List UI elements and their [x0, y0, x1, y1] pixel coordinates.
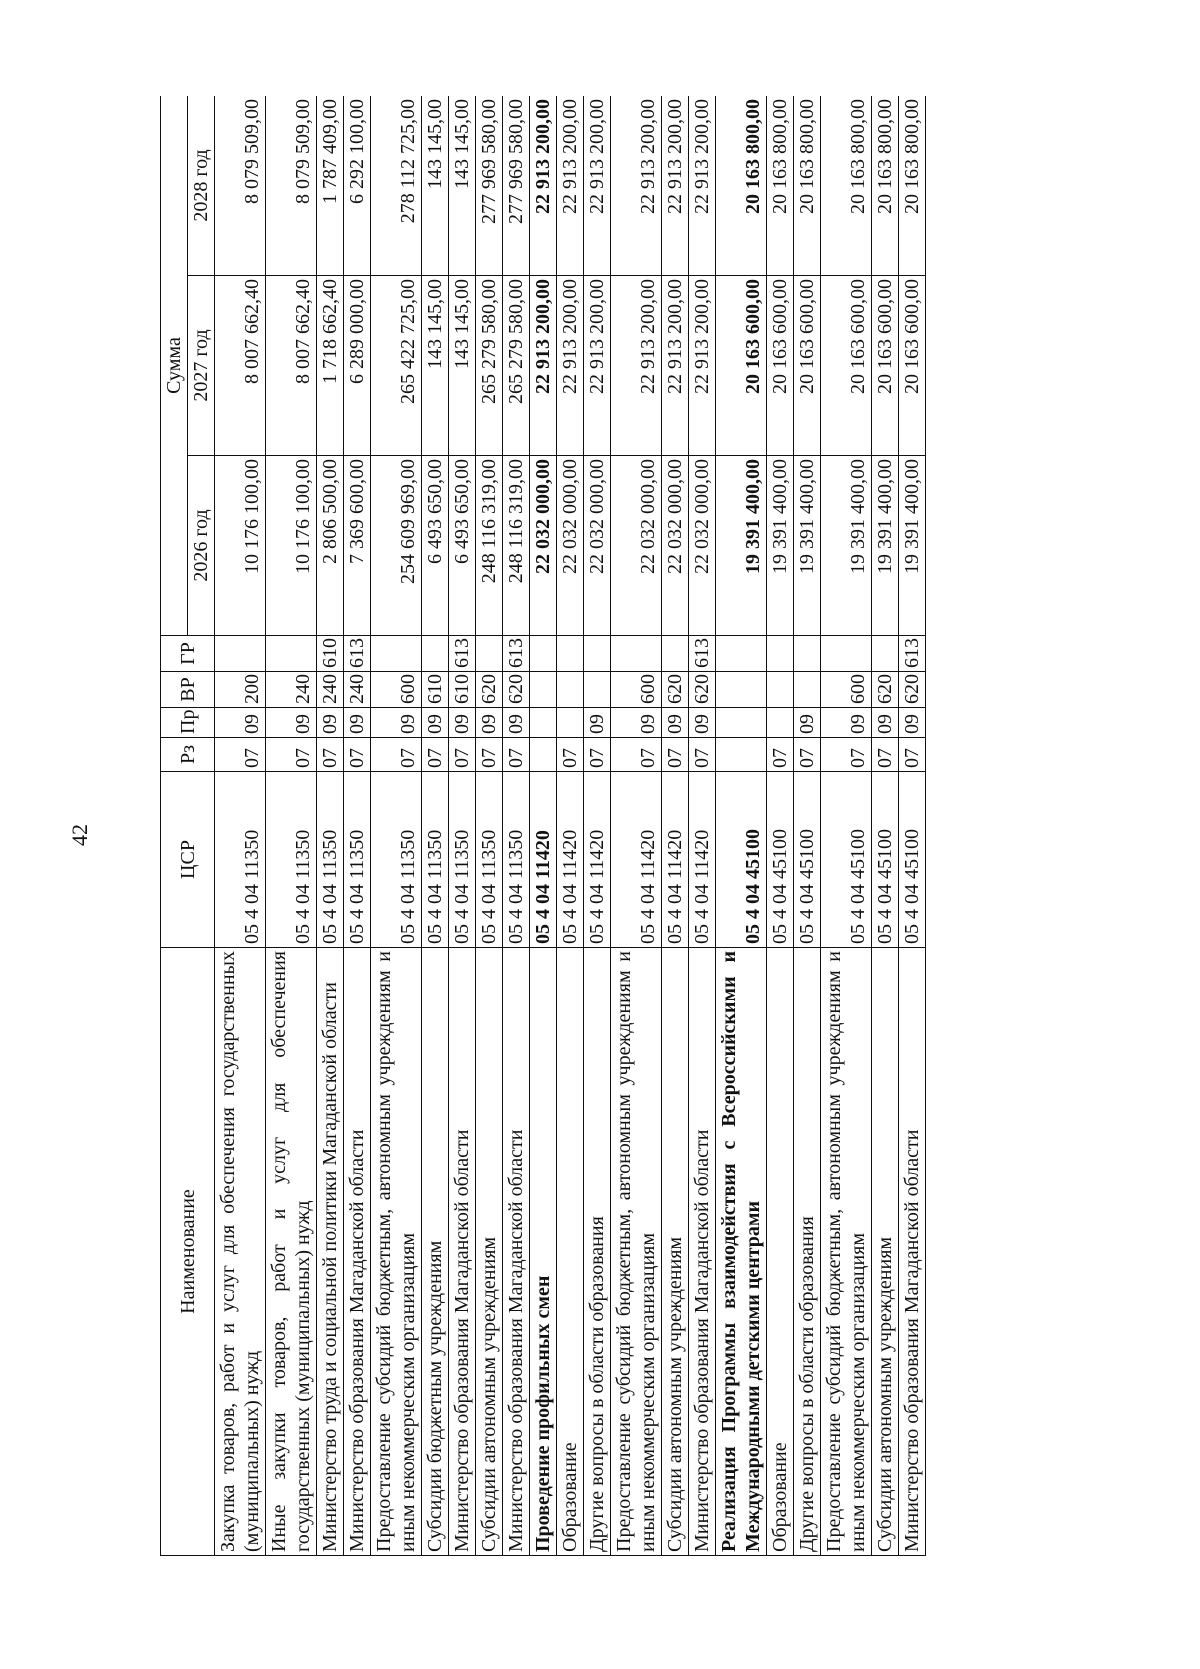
- budget-table: [160, 96, 926, 1556]
- cell-pr: [716, 708, 767, 738]
- cell-rz: 07: [449, 738, 476, 772]
- cell-y2026: 10 176 100,00: [266, 456, 317, 636]
- table-row: [476, 96, 503, 1556]
- cell-csr: 05 4 04 11350: [503, 772, 530, 948]
- header-2027: 2027 год: [188, 276, 215, 456]
- cell-gr: [794, 636, 821, 672]
- header-gr: ГР: [161, 636, 215, 672]
- table-row: [215, 96, 266, 1556]
- cell-y2028: 143 145,00: [449, 96, 476, 276]
- cell-csr: 05 4 04 11350: [317, 772, 344, 948]
- cell-pr: 09: [872, 708, 899, 738]
- header-pr: Пр: [161, 708, 215, 738]
- cell-gr: [371, 636, 422, 672]
- cell-name: Министерство образования Магаданской области: [689, 948, 716, 1556]
- cell-name: Субсидии автономным учреждениям: [476, 948, 503, 1556]
- cell-gr: [611, 636, 662, 672]
- cell-name: Министерство образования Магаданской области: [503, 948, 530, 1556]
- cell-y2028: 20 163 800,00: [899, 96, 926, 276]
- rotated-page: [160, 96, 1000, 1556]
- cell-y2027: 265 279 580,00: [476, 276, 503, 456]
- cell-rz: 07: [662, 738, 689, 772]
- table-row: [317, 96, 344, 1556]
- cell-y2027: 20 163 600,00: [794, 276, 821, 456]
- table-header: [161, 96, 215, 1556]
- cell-y2028: 8 079 509,00: [215, 96, 266, 276]
- cell-y2026: 19 391 400,00: [794, 456, 821, 636]
- cell-pr: [557, 708, 584, 738]
- cell-csr: 05 4 04 11420: [611, 772, 662, 948]
- table-row: [344, 96, 371, 1556]
- table-row: [767, 96, 794, 1556]
- cell-rz: 07: [317, 738, 344, 772]
- cell-csr: 05 4 04 45100: [767, 772, 794, 948]
- cell-csr: 05 4 04 11350: [344, 772, 371, 948]
- cell-vr: 600: [611, 672, 662, 708]
- cell-y2028: 20 163 800,00: [716, 96, 767, 276]
- table-row: [794, 96, 821, 1556]
- cell-y2028: 20 163 800,00: [767, 96, 794, 276]
- table-row: [662, 96, 689, 1556]
- cell-rz: 07: [794, 738, 821, 772]
- cell-vr: 620: [662, 672, 689, 708]
- cell-name: Министерство труда и социальной политики Магаданской области: [317, 948, 344, 1556]
- cell-gr: [530, 636, 557, 672]
- cell-y2027: 20 163 600,00: [899, 276, 926, 456]
- cell-gr: [215, 636, 266, 672]
- cell-vr: 240: [344, 672, 371, 708]
- cell-rz: 07: [689, 738, 716, 772]
- table-row: [821, 96, 872, 1556]
- cell-csr: 05 4 04 11420: [662, 772, 689, 948]
- cell-y2026: 19 391 400,00: [872, 456, 899, 636]
- cell-name: Предоставление субсидий бюджетным, автономным учреждениям и иным некоммерческим организациям: [611, 948, 662, 1556]
- table-row: [872, 96, 899, 1556]
- cell-csr: 05 4 04 11350: [449, 772, 476, 948]
- cell-y2027: 20 163 600,00: [821, 276, 872, 456]
- cell-name: Образование: [767, 948, 794, 1556]
- cell-csr: 05 4 04 11350: [371, 772, 422, 948]
- cell-rz: 07: [344, 738, 371, 772]
- cell-name: Субсидии автономным учреждениям: [662, 948, 689, 1556]
- table-row: [422, 96, 449, 1556]
- cell-y2026: 6 493 650,00: [449, 456, 476, 636]
- cell-name: Образование: [557, 948, 584, 1556]
- cell-y2028: 22 913 200,00: [584, 96, 611, 276]
- cell-gr: [872, 636, 899, 672]
- cell-rz: 07: [821, 738, 872, 772]
- cell-csr: 05 4 04 11350: [422, 772, 449, 948]
- cell-name: Другие вопросы в области образования: [584, 948, 611, 1556]
- cell-csr: 05 4 04 11420: [530, 772, 557, 948]
- cell-y2026: 19 391 400,00: [716, 456, 767, 636]
- cell-y2026: 2 806 500,00: [317, 456, 344, 636]
- cell-vr: 200: [215, 672, 266, 708]
- cell-name: Проведение профильных смен: [530, 948, 557, 1556]
- cell-pr: 09: [422, 708, 449, 738]
- header-vr: ВР: [161, 672, 215, 708]
- table-row: [611, 96, 662, 1556]
- cell-y2027: 6 289 000,00: [344, 276, 371, 456]
- cell-y2028: 6 292 100,00: [344, 96, 371, 276]
- cell-y2026: 6 493 650,00: [422, 456, 449, 636]
- cell-rz: 07: [422, 738, 449, 772]
- table-row: [899, 96, 926, 1556]
- cell-vr: [530, 672, 557, 708]
- cell-y2026: 22 032 000,00: [662, 456, 689, 636]
- table-row: [689, 96, 716, 1556]
- cell-csr: 05 4 04 45100: [872, 772, 899, 948]
- cell-csr: 05 4 04 11350: [476, 772, 503, 948]
- cell-y2028: 20 163 800,00: [794, 96, 821, 276]
- cell-name: Закупка товаров, работ и услуг для обеспечения государственных (муниципальных) нужд: [215, 948, 266, 1556]
- cell-y2028: 22 913 200,00: [689, 96, 716, 276]
- cell-vr: [767, 672, 794, 708]
- cell-vr: 600: [371, 672, 422, 708]
- cell-gr: 613: [689, 636, 716, 672]
- cell-csr: 05 4 04 45100: [899, 772, 926, 948]
- cell-y2027: 22 913 200,00: [611, 276, 662, 456]
- header-sum: Сумма: [161, 96, 188, 636]
- cell-csr: 05 4 04 11420: [557, 772, 584, 948]
- cell-y2027: 8 007 662,40: [215, 276, 266, 456]
- cell-pr: 09: [449, 708, 476, 738]
- cell-vr: [794, 672, 821, 708]
- cell-pr: [530, 708, 557, 738]
- cell-rz: 07: [899, 738, 926, 772]
- cell-name: Министерство образования Магаданской области: [344, 948, 371, 1556]
- cell-y2026: 22 032 000,00: [530, 456, 557, 636]
- cell-y2026: 22 032 000,00: [584, 456, 611, 636]
- cell-y2026: 10 176 100,00: [215, 456, 266, 636]
- cell-y2028: 143 145,00: [422, 96, 449, 276]
- cell-y2027: 20 163 600,00: [716, 276, 767, 456]
- cell-gr: 610: [317, 636, 344, 672]
- cell-rz: 07: [767, 738, 794, 772]
- cell-csr: 05 4 04 45100: [716, 772, 767, 948]
- cell-pr: 09: [317, 708, 344, 738]
- cell-gr: [557, 636, 584, 672]
- header-2028: 2028 год: [188, 96, 215, 276]
- cell-pr: 09: [899, 708, 926, 738]
- cell-rz: 07: [215, 738, 266, 772]
- cell-pr: 09: [215, 708, 266, 738]
- cell-y2026: 248 116 319,00: [476, 456, 503, 636]
- cell-pr: 09: [266, 708, 317, 738]
- cell-name: Субсидии бюджетным учреждениям: [422, 948, 449, 1556]
- cell-y2028: 22 913 200,00: [611, 96, 662, 276]
- table-row: [584, 96, 611, 1556]
- cell-y2027: 22 913 200,00: [557, 276, 584, 456]
- cell-y2027: 265 422 725,00: [371, 276, 422, 456]
- cell-gr: [266, 636, 317, 672]
- cell-vr: 620: [476, 672, 503, 708]
- cell-vr: 620: [503, 672, 530, 708]
- cell-name: Иные закупки товаров, работ и услуг для обеспечения государственных (муниципальных) нужд: [266, 948, 317, 1556]
- cell-y2028: 20 163 800,00: [872, 96, 899, 276]
- table-row: [449, 96, 476, 1556]
- document-area: [160, 96, 1000, 1556]
- header-2026: 2026 год: [188, 456, 215, 636]
- table-row: [716, 96, 767, 1556]
- cell-y2028: 277 969 580,00: [503, 96, 530, 276]
- cell-gr: [821, 636, 872, 672]
- header-csr: ЦСР: [161, 772, 215, 948]
- table-row: [503, 96, 530, 1556]
- cell-vr: 240: [317, 672, 344, 708]
- cell-pr: 09: [689, 708, 716, 738]
- cell-y2026: 254 609 969,00: [371, 456, 422, 636]
- cell-vr: 610: [422, 672, 449, 708]
- cell-y2026: 22 032 000,00: [689, 456, 716, 636]
- cell-rz: 07: [503, 738, 530, 772]
- cell-rz: [716, 738, 767, 772]
- cell-y2026: 19 391 400,00: [767, 456, 794, 636]
- cell-y2027: 22 913 200,00: [530, 276, 557, 456]
- cell-vr: [584, 672, 611, 708]
- table-row: [530, 96, 557, 1556]
- cell-pr: 09: [821, 708, 872, 738]
- cell-name: Предоставление субсидий бюджетным, автономным учреждениям и иным некоммерческим организациям: [371, 948, 422, 1556]
- cell-pr: 09: [476, 708, 503, 738]
- cell-gr: 613: [899, 636, 926, 672]
- cell-pr: 09: [344, 708, 371, 738]
- cell-pr: 09: [794, 708, 821, 738]
- cell-rz: 07: [476, 738, 503, 772]
- cell-y2026: 22 032 000,00: [557, 456, 584, 636]
- cell-pr: [767, 708, 794, 738]
- cell-name: Другие вопросы в области образования: [794, 948, 821, 1556]
- cell-name: Реализация Программы взаимодействия с Всероссийскими и Международными детскими центрами: [716, 948, 767, 1556]
- cell-rz: 07: [371, 738, 422, 772]
- cell-csr: 05 4 04 11420: [584, 772, 611, 948]
- cell-pr: 09: [584, 708, 611, 738]
- table-row: [557, 96, 584, 1556]
- cell-y2026: 19 391 400,00: [821, 456, 872, 636]
- cell-rz: 07: [611, 738, 662, 772]
- cell-name: Субсидии автономным учреждениям: [872, 948, 899, 1556]
- cell-name: Министерство образования Магаданской области: [449, 948, 476, 1556]
- cell-csr: 05 4 04 45100: [794, 772, 821, 948]
- cell-y2027: 22 913 200,00: [689, 276, 716, 456]
- table-row: [371, 96, 422, 1556]
- header-rz: Рз: [161, 738, 215, 772]
- cell-y2026: 19 391 400,00: [899, 456, 926, 636]
- cell-y2028: 20 163 800,00: [821, 96, 872, 276]
- cell-y2028: 22 913 200,00: [557, 96, 584, 276]
- cell-csr: 05 4 04 11420: [689, 772, 716, 948]
- cell-y2027: 1 718 662,40: [317, 276, 344, 456]
- cell-csr: 05 4 04 11350: [266, 772, 317, 948]
- cell-name: Министерство образования Магаданской области: [899, 948, 926, 1556]
- cell-y2026: 22 032 000,00: [611, 456, 662, 636]
- cell-y2028: 22 913 200,00: [530, 96, 557, 276]
- cell-y2028: 8 079 509,00: [266, 96, 317, 276]
- cell-rz: 07: [584, 738, 611, 772]
- cell-rz: [530, 738, 557, 772]
- cell-gr: [716, 636, 767, 672]
- cell-y2027: 265 279 580,00: [503, 276, 530, 456]
- cell-rz: 07: [266, 738, 317, 772]
- cell-vr: 620: [689, 672, 716, 708]
- cell-vr: 600: [821, 672, 872, 708]
- cell-y2028: 22 913 200,00: [662, 96, 689, 276]
- cell-pr: 09: [503, 708, 530, 738]
- cell-vr: [716, 672, 767, 708]
- cell-y2027: 22 913 200,00: [662, 276, 689, 456]
- cell-gr: [422, 636, 449, 672]
- cell-y2028: 1 787 409,00: [317, 96, 344, 276]
- cell-gr: [767, 636, 794, 672]
- cell-pr: 09: [662, 708, 689, 738]
- cell-pr: 09: [611, 708, 662, 738]
- cell-vr: 610: [449, 672, 476, 708]
- cell-y2027: 8 007 662,40: [266, 276, 317, 456]
- cell-vr: 620: [872, 672, 899, 708]
- cell-y2028: 277 969 580,00: [476, 96, 503, 276]
- cell-pr: 09: [371, 708, 422, 738]
- cell-y2028: 278 112 725,00: [371, 96, 422, 276]
- cell-gr: 613: [449, 636, 476, 672]
- cell-y2027: 143 145,00: [449, 276, 476, 456]
- cell-gr: [476, 636, 503, 672]
- table-body: [215, 96, 926, 1556]
- cell-y2027: 22 913 200,00: [584, 276, 611, 456]
- page-number: 42: [67, 824, 92, 846]
- cell-csr: 05 4 04 11350: [215, 772, 266, 948]
- cell-gr: [584, 636, 611, 672]
- header-name: Наименование: [161, 948, 215, 1556]
- cell-vr: 240: [266, 672, 317, 708]
- table-row: [266, 96, 317, 1556]
- cell-y2027: 143 145,00: [422, 276, 449, 456]
- cell-y2027: 20 163 600,00: [872, 276, 899, 456]
- cell-y2026: 7 369 600,00: [344, 456, 371, 636]
- cell-vr: 620: [899, 672, 926, 708]
- cell-gr: 613: [344, 636, 371, 672]
- cell-rz: 07: [872, 738, 899, 772]
- cell-gr: [662, 636, 689, 672]
- cell-y2026: 248 116 319,00: [503, 456, 530, 636]
- cell-vr: [557, 672, 584, 708]
- cell-y2027: 20 163 600,00: [767, 276, 794, 456]
- cell-rz: 07: [557, 738, 584, 772]
- cell-csr: 05 4 04 45100: [821, 772, 872, 948]
- cell-name: Предоставление субсидий бюджетным, автономным учреждениям и иным некоммерческим организациям: [821, 948, 872, 1556]
- cell-gr: 613: [503, 636, 530, 672]
